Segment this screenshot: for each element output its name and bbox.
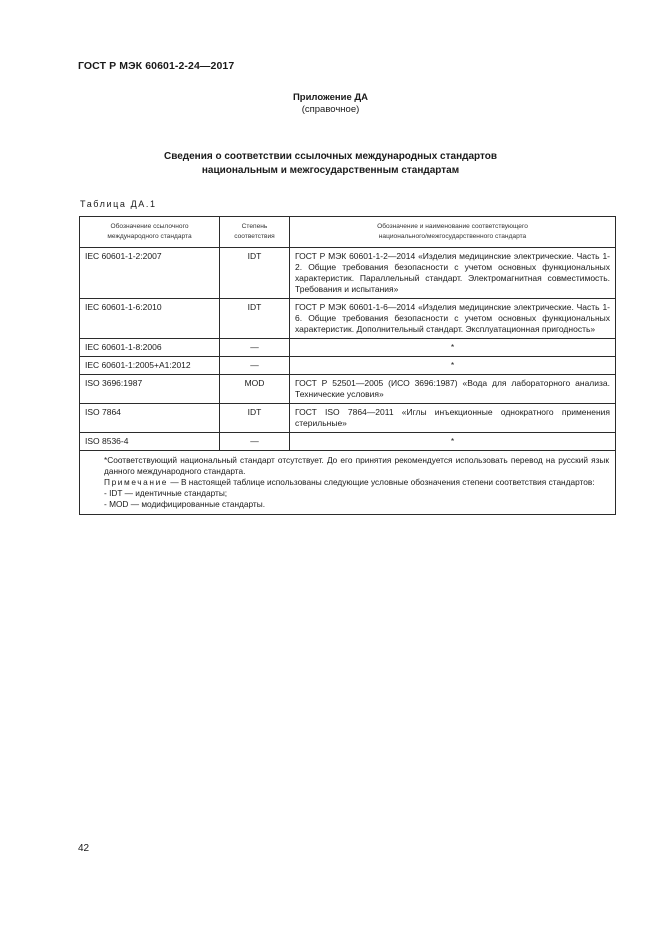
- ref-standard-cell: IEC 60601-1-6:2010: [80, 299, 220, 339]
- ref-standard-cell: ISO 3696:1987: [80, 375, 220, 404]
- ref-standard-cell: IEC 60601-1-8:2006: [80, 339, 220, 357]
- degree-cell: IDT: [220, 299, 290, 339]
- header-national-line-1: Обозначение и наименование соответствующего: [377, 223, 528, 230]
- ref-standard-cell: ISO 7864: [80, 404, 220, 433]
- header-ref-line-1: Обозначение ссылочного: [110, 223, 189, 230]
- list-item: - MOD — модифицированные стандарты.: [104, 499, 266, 509]
- asterisk-note: *Соответствующий национальный стандарт отсутствует. До его принятия рекомендуется использовать перевод на русский язык данного международного стандарта.: [104, 455, 609, 476]
- degree-cell: —: [220, 339, 290, 357]
- national-standard-cell: ГОСТ Р МЭК 60601-1-2—2014 «Изделия медицинские электрические. Часть 1-2. Общие требования безопасности с учетом основных функциональных характеристик. Параллельный стандарт. Электромагнитная совместимость. Требования и испытания»: [290, 248, 616, 299]
- table-row: [80, 404, 616, 433]
- national-standard-cell: ГОСТ Р МЭК 60601-1-6—2014 «Изделия медицинские электрические. Часть 1-6. Общие требования безопасности с учетом основных функциональных характеристик. Дополнительный стандарт. Эксплуатационная пригодность»: [290, 299, 616, 339]
- table-row: [80, 339, 616, 357]
- national-standard-cell: ГОСТ ISO 7864—2011 «Иглы инъекционные однократного применения стерильные»: [290, 404, 616, 433]
- section-title: [0, 150, 661, 178]
- table-footnote: [80, 451, 616, 515]
- table-row: [80, 433, 616, 451]
- header-degree-line-2: соответствия: [234, 233, 275, 240]
- table-row: [80, 375, 616, 404]
- degree-cell: MOD: [220, 375, 290, 404]
- header-degree-line-1: Степень: [241, 223, 268, 230]
- degree-cell: —: [220, 433, 290, 451]
- section-title-line-1: Сведения о соответствии ссылочных международных стандартов: [163, 151, 498, 162]
- table-caption: Таблица ДА.1: [80, 199, 157, 209]
- page-number: 42: [78, 843, 90, 854]
- annex-subtitle: (справочное): [301, 104, 360, 115]
- section-title-line-2: национальным и межгосударственным стандартам: [201, 165, 460, 176]
- national-standard-cell: *: [290, 433, 616, 451]
- national-standard-cell: ГОСТ Р 52501—2005 (ИСО 3696:1987) «Вода для лабораторного анализа. Технические условия»: [290, 375, 616, 404]
- list-item: - IDT — идентичные стандарты;: [104, 488, 228, 498]
- note-text: — В настоящей таблице использованы следующие условные обозначения степени соответствия стандартов:: [170, 477, 595, 487]
- header-ref-line-2: международного стандарта: [107, 233, 192, 240]
- note-paragraph: [88, 477, 609, 488]
- national-standard-cell: *: [290, 339, 616, 357]
- header-national-line-2: национального/межгосударственного стандарта: [378, 233, 527, 240]
- header-degree: [220, 217, 290, 248]
- annex-heading: [0, 92, 661, 116]
- degree-cell: —: [220, 357, 290, 375]
- document-code: ГОСТ Р МЭК 60601-2-24—2017: [78, 60, 235, 72]
- degree-cell: IDT: [220, 404, 290, 433]
- ref-standard-cell: IEC 60601-1-2:2007: [80, 248, 220, 299]
- table-header-row: [80, 217, 616, 248]
- annex-title: Приложение ДА: [292, 92, 369, 103]
- header-ref-standard: [80, 217, 220, 248]
- table-row: [80, 248, 616, 299]
- note-label: Примечание: [104, 477, 169, 487]
- ref-standard-cell: ISO 8536-4: [80, 433, 220, 451]
- table-footnote-row: [80, 451, 616, 515]
- correspondence-table: [79, 216, 616, 515]
- header-national-standard: [290, 217, 616, 248]
- table-row: [80, 299, 616, 339]
- table-row: [80, 357, 616, 375]
- ref-standard-cell: IEC 60601-1:2005+A1:2012: [80, 357, 220, 375]
- national-standard-cell: *: [290, 357, 616, 375]
- degree-cell: IDT: [220, 248, 290, 299]
